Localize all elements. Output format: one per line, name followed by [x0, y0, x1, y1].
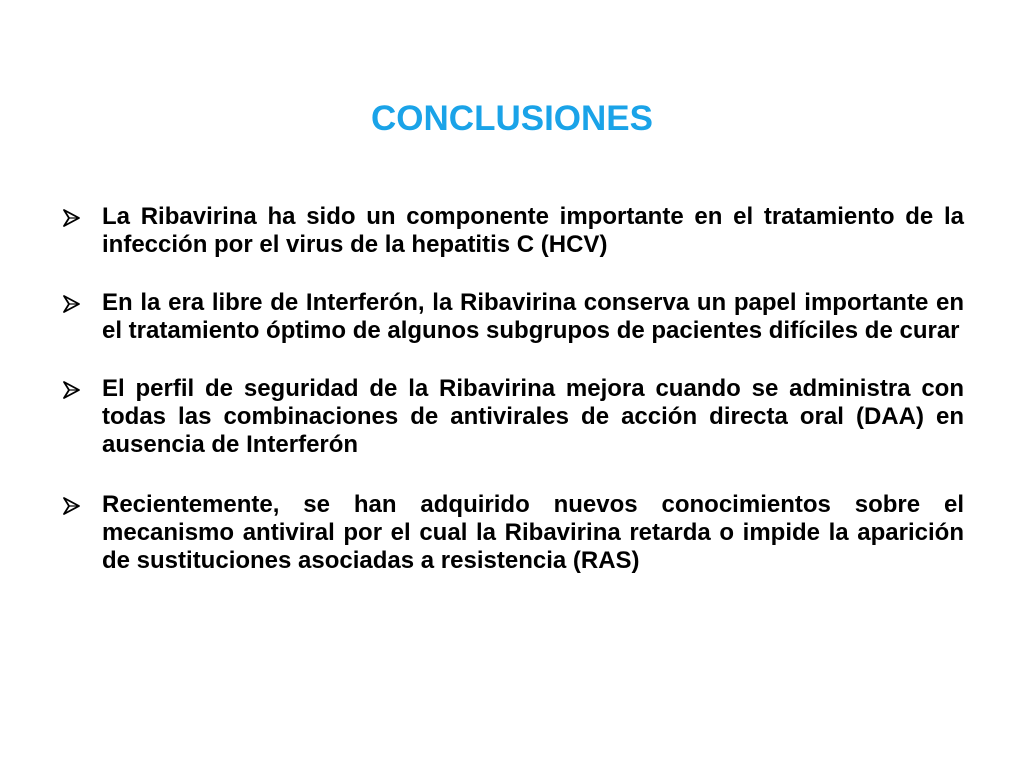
arrow-bullet-icon — [62, 295, 86, 313]
arrow-bullet-icon — [62, 209, 86, 227]
arrow-bullet-icon — [62, 381, 86, 399]
bullet-text: El perfil de seguridad de la Ribavirina mejora cuando se administra con todas las combinaciones de antivirales de acción directa oral (DAA) en ausencia de Interferón — [102, 375, 964, 458]
list-item — [62, 289, 964, 345]
bullet-text: La Ribavirina ha sido un componente importante en el tratamiento de la infección por el virus de la hepatitis C (HCV) — [102, 203, 964, 258]
list-item — [62, 491, 964, 575]
conclusions-list — [62, 203, 964, 605]
arrow-bullet-icon — [62, 497, 86, 515]
list-item — [62, 203, 964, 259]
list-item — [62, 375, 964, 459]
bullet-text: Recientemente, se han adquirido nuevos conocimientos sobre el mecanismo antiviral por el cual la Ribavirina retarda o impide la aparición de sustituciones asociadas a resistencia (RAS) — [102, 491, 964, 574]
bullet-text: En la era libre de Interferón, la Ribavirina conserva un papel importante en el tratamiento óptimo de algunos subgrupos de pacientes difíciles de curar — [102, 289, 964, 344]
slide-title: CONCLUSIONES — [371, 99, 653, 138]
